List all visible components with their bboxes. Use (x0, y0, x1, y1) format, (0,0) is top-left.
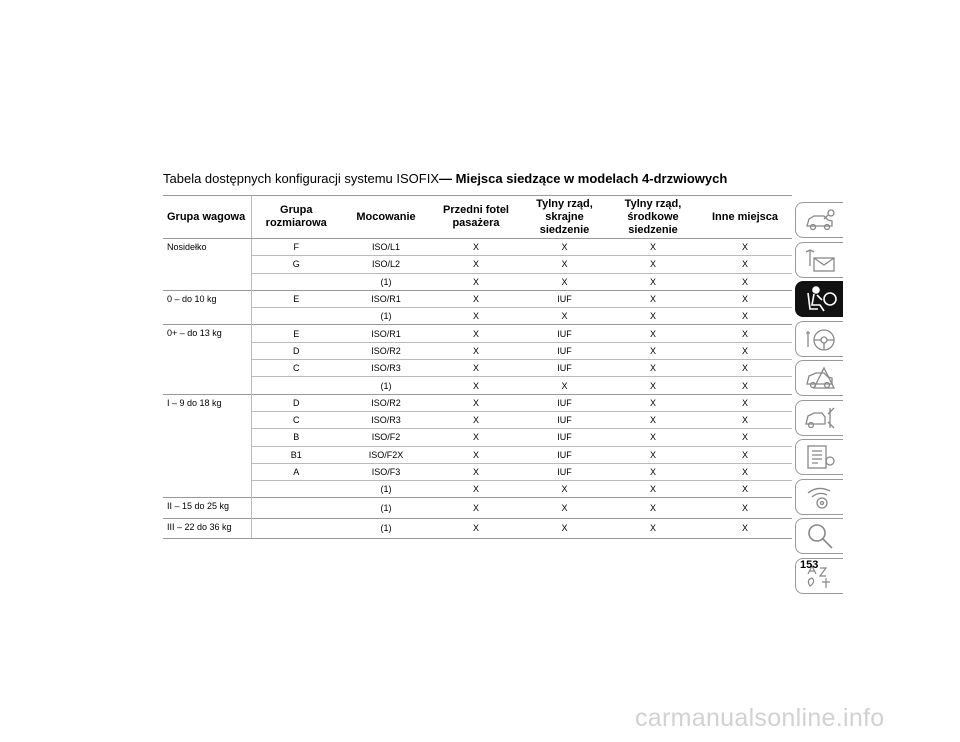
car-key-icon (804, 206, 838, 234)
table-cell: X (521, 481, 608, 498)
tab-maintenance-list[interactable] (795, 439, 843, 475)
table-cell: X (431, 256, 521, 273)
tab-steering-wheel[interactable] (795, 321, 843, 357)
header-cell: Grupa wagowa (163, 196, 251, 239)
table-cell: X (431, 498, 521, 518)
table-cell: ISO/R2 (341, 394, 431, 411)
table-cell: X (521, 498, 608, 518)
table-cell: X (698, 342, 792, 359)
car-crash-icon (804, 364, 838, 392)
table-cell: X (698, 290, 792, 307)
table-row (163, 498, 792, 518)
watermark: carmanualsonline.info (635, 704, 885, 732)
table-cell: (1) (341, 481, 431, 498)
table-row (163, 463, 792, 480)
table-cell: X (698, 394, 792, 411)
table-cell: X (698, 481, 792, 498)
table-cell: X (521, 308, 608, 325)
table-row (163, 518, 792, 538)
table-cell: X (698, 308, 792, 325)
table-cell: (1) (341, 498, 431, 518)
table-cell (251, 518, 341, 538)
table-cell: X (698, 498, 792, 518)
table-cell: X (698, 273, 792, 290)
table-cell (251, 377, 341, 394)
airbag-seat-icon (804, 285, 838, 313)
table-cell: X (431, 446, 521, 463)
table-cell: X (431, 377, 521, 394)
table-cell: X (608, 394, 698, 411)
weight-group-cell: III – 22 do 36 kg (163, 518, 251, 538)
table-row (163, 446, 792, 463)
table-cell: X (698, 325, 792, 342)
table-cell: X (431, 290, 521, 307)
table-cell: X (608, 377, 698, 394)
table-cell (251, 308, 341, 325)
table-cell: X (608, 342, 698, 359)
table-cell: X (608, 308, 698, 325)
weight-group-cell: 0+ – do 13 kg (163, 325, 251, 394)
table-cell: IUF (521, 325, 608, 342)
table-cell: (1) (341, 273, 431, 290)
table-cell: X (608, 429, 698, 446)
tab-search[interactable] (795, 518, 843, 554)
table-cell: IUF (521, 290, 608, 307)
header-cell: Przedni fotel pasażera (431, 196, 521, 239)
table-cell: X (431, 325, 521, 342)
page-number: 153 (800, 559, 819, 571)
car-tools-icon (804, 404, 838, 432)
isofix-table (163, 195, 792, 539)
table-row (163, 481, 792, 498)
table-row (163, 394, 792, 411)
table-cell: X (698, 377, 792, 394)
table-row (163, 290, 792, 307)
mail-warning-icon (804, 246, 838, 274)
table-row (163, 429, 792, 446)
table-header-row (163, 196, 792, 239)
table-cell: F (251, 239, 341, 256)
table-cell: ISO/R1 (341, 325, 431, 342)
page-title (163, 171, 727, 186)
table-cell: IUF (521, 463, 608, 480)
table-cell: IUF (521, 342, 608, 359)
header-cell: Tylny rząd, skrajne siedzenie (521, 196, 608, 239)
table-cell (251, 481, 341, 498)
table-row (163, 360, 792, 377)
table-cell: X (698, 239, 792, 256)
search-icon (804, 522, 838, 550)
table-cell: X (608, 239, 698, 256)
table-cell: (1) (341, 518, 431, 538)
table-cell: X (521, 239, 608, 256)
table-row (163, 273, 792, 290)
table-cell: IUF (521, 394, 608, 411)
weight-group-cell: I – 9 do 18 kg (163, 394, 251, 498)
weight-group-cell: Nosidełko (163, 239, 251, 291)
table-cell: ISO/F2X (341, 446, 431, 463)
table-cell: X (698, 429, 792, 446)
table-row (163, 325, 792, 342)
table-cell: E (251, 325, 341, 342)
table-row (163, 411, 792, 428)
table-cell: ISO/F2 (341, 429, 431, 446)
table-row (163, 256, 792, 273)
table-cell: G (251, 256, 341, 273)
table-cell: X (521, 518, 608, 538)
table-cell: X (608, 463, 698, 480)
table-cell: X (608, 498, 698, 518)
table-cell: IUF (521, 429, 608, 446)
table-cell: X (608, 360, 698, 377)
table-cell: (1) (341, 377, 431, 394)
weight-group-cell: II – 15 do 25 kg (163, 498, 251, 518)
table-cell: X (431, 463, 521, 480)
table-cell: X (608, 481, 698, 498)
table-body (163, 239, 792, 539)
table-cell (251, 273, 341, 290)
table-cell: ISO/L1 (341, 239, 431, 256)
table-cell: X (608, 256, 698, 273)
table-row (163, 308, 792, 325)
chapter-tabs (795, 202, 843, 597)
header-cell: Mocowanie (341, 196, 431, 239)
tab-multimedia[interactable] (795, 479, 843, 515)
table-cell: X (608, 518, 698, 538)
table-cell: X (698, 411, 792, 428)
table-cell: X (431, 481, 521, 498)
table-cell: X (608, 446, 698, 463)
table-cell: C (251, 360, 341, 377)
table-cell: D (251, 342, 341, 359)
maintenance-list-icon (804, 443, 838, 471)
table-cell: ISO/R3 (341, 360, 431, 377)
tab-car-tools[interactable] (795, 400, 843, 436)
table-cell: X (431, 394, 521, 411)
table-cell: X (698, 446, 792, 463)
table-cell (251, 498, 341, 518)
table-cell: X (608, 273, 698, 290)
table-cell: IUF (521, 446, 608, 463)
table-cell: B (251, 429, 341, 446)
header-cell: Tylny rząd, środkowe siedzenie (608, 196, 698, 239)
table-cell: E (251, 290, 341, 307)
tab-car-key[interactable] (795, 202, 843, 238)
table-cell: X (521, 273, 608, 290)
title-bold: — Miejsca siedzące w modelach 4-drzwiowych (439, 171, 728, 186)
steering-wheel-icon (804, 325, 838, 353)
table-row (163, 239, 792, 256)
table-cell: ISO/L2 (341, 256, 431, 273)
weight-group-cell: 0 – do 10 kg (163, 290, 251, 325)
title-normal: Tabela dostępnych konfiguracji systemu ISOFIX (163, 171, 440, 186)
tab-car-crash[interactable] (795, 360, 843, 396)
table-cell: X (698, 463, 792, 480)
table-cell: (1) (341, 308, 431, 325)
table-cell: X (431, 518, 521, 538)
header-cell: Grupa rozmiarowa (251, 196, 341, 239)
table-cell: X (698, 360, 792, 377)
table-cell: X (431, 411, 521, 428)
table-cell: X (608, 290, 698, 307)
table-row (163, 377, 792, 394)
table-cell: ISO/R2 (341, 342, 431, 359)
table-cell: B1 (251, 446, 341, 463)
table-cell: IUF (521, 360, 608, 377)
table-cell: X (698, 256, 792, 273)
table-cell: ISO/F3 (341, 463, 431, 480)
table-cell: ISO/R1 (341, 290, 431, 307)
table-cell: X (608, 411, 698, 428)
table-cell: D (251, 394, 341, 411)
table-cell: X (431, 429, 521, 446)
table-cell: X (431, 360, 521, 377)
table-cell: X (521, 256, 608, 273)
table-row (163, 342, 792, 359)
table-cell: X (608, 325, 698, 342)
table-cell: A (251, 463, 341, 480)
table-cell: X (431, 308, 521, 325)
table-cell: C (251, 411, 341, 428)
table-cell: X (431, 239, 521, 256)
tab-airbag-seat[interactable] (795, 281, 843, 317)
header-cell: Inne miejsca (698, 196, 792, 239)
tab-mail-warning[interactable] (795, 242, 843, 278)
table-cell: X (698, 518, 792, 538)
table-cell: ISO/R3 (341, 411, 431, 428)
table-cell: X (431, 342, 521, 359)
table-cell: IUF (521, 411, 608, 428)
table-cell: X (521, 377, 608, 394)
multimedia-icon (804, 483, 838, 511)
table-cell: X (431, 273, 521, 290)
